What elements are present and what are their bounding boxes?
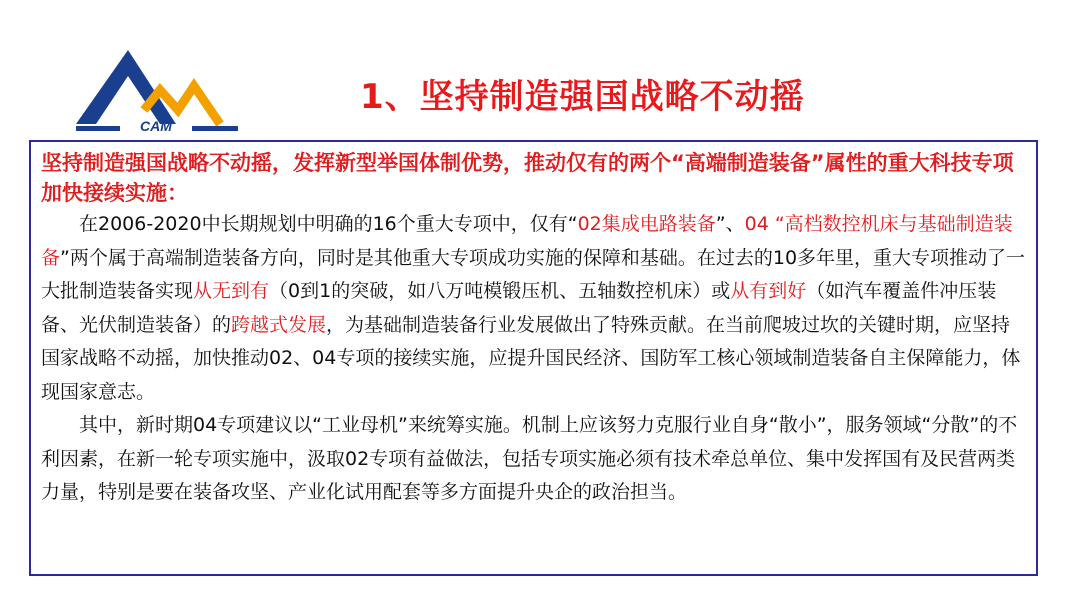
logo-text: CAM (140, 118, 172, 132)
paragraph-2: 其中，新时期04专项建议以“工业母机”来统筹实施。机制上应该努力克服行业自身“散小”，服务领域“分散”的不利因素，在新一轮专项实施中，汲取02专项有益做法，包括专项实施必须有技术牵总单位、集中发挥国有及民营两类力量，特别是要在装备攻坚、产业化试用配套等多方面提升央企的政治担当。 (41, 414, 1018, 503)
p1-highlight-04: 04 “高档数控机床与基础制造装备 (41, 213, 1013, 269)
p1-highlight-02: 02集成电路装备 (577, 213, 716, 235)
content-box (29, 140, 1038, 576)
page-title: 1、坚持制造强国战略不动摇 (360, 77, 805, 117)
p1-text-3: ”两个属于高端制造装备方向，同时是其他重大专项成功实施的保障和基础。在过去的10多年里，重大专项推动了一大批制造装备实现 (41, 246, 1026, 302)
p1-text-2: ”、 (715, 213, 745, 235)
p1-text-4: （0到1的突破，如八万吨模锻压机、五轴数控机床）或 (269, 280, 731, 302)
p1-highlight-leap: 跨越式发展 (231, 313, 327, 336)
paragraph-1 (41, 208, 1026, 409)
p1-text-5: （如汽车覆盖件冲压装备、光伏制造装备）的 (41, 280, 997, 336)
p1-text-1: 在2006-2020中长期规划中明确的16个重大专项中，仅有“ (79, 213, 578, 235)
p1-highlight-to-good: 从有到好 (730, 280, 807, 302)
p1-highlight-from-none: 从无到有 (193, 280, 270, 302)
p1-text-6: ，为基础制造装备行业发展做出了特殊贡献。在当前爬坡过坎的关键时期，应坚持国家战略不动摇，加快推动02、04专项的接续实施，应提升国民经济、国防军工核心领域制造装备自主保障能力，体现国家意志。 (41, 313, 1021, 403)
cam-logo (74, 46, 240, 132)
lead-statement: 坚持制造强国战略不动摇，发挥新型举国体制优势，推动仅有的两个“高端制造装备”属性的重大科技专项加快接续实施： (41, 151, 1014, 205)
